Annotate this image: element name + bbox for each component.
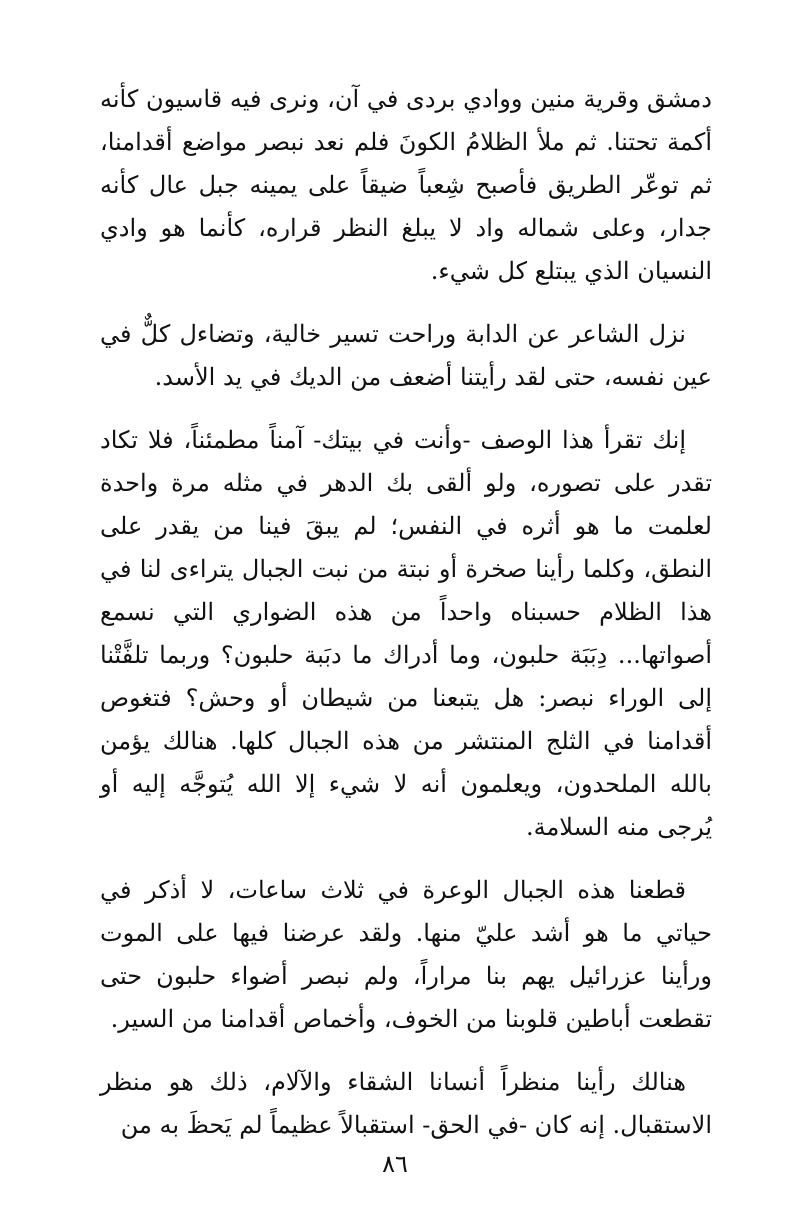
page-body — [100, 78, 712, 1167]
paragraph-4: قطعنا هذه الجبال الوعرة في ثلاث ساعات، لا أذكر في حياتي ما هو أشد عليّ منها. ولقد عرضنا فيها على الموت ورأينا عزرائيل يهم بنا مراراً، ولم نبصر أضواء حلبون حتى تقطعت أباطين قلوبنا من الخوف، وأخماص أقدامنا من السير. — [100, 876, 712, 1033]
page-number: ٨٦ — [382, 1150, 408, 1178]
paragraph-2: نزل الشاعر عن الدابة وراحت تسير خالية، وتضاءل كلٌّ في عين نفسه، حتى لقد رأيتنا أضعف من الديك في يد الأسد. — [100, 320, 712, 391]
paragraph-3: إنك تقرأ هذا الوصف -وأنت في بيتك- آمناً مطمئناً، فلا تكاد تقدر على تصوره، ولو ألقى بك الدهر في مثله مرة واحدة لعلمت ما هو أثره في النفس؛ لم يبقَ فينا من يقدر على النطق، وكلما رأينا صخرة أو نبتة من نبت الجبال يتراءى لنا في هذا الظلام حسبناه واحداً من هذه الضواري التي نسمع أصواتها... دِبَبَة حلبون، وما أدراك ما دبَبة حلبون؟ وربما تلفَّتْنا إلى الوراء نبصر: هل يتبعنا من شيطان أو وحش؟ فتغوص أقدامنا في الثلج المنتشر من هذه الجبال كلها. هنالك يؤمن بالله الملحدون، ويعلمون أنه لا شيء إلا الله يُتوجَّه إليه أو يُرجى منه السلامة. — [100, 426, 713, 841]
paragraph-1: دمشق وقرية منين ووادي بردى في آن، ونرى فيه قاسيون كأنه أكمة تحتنا. ثم ملأ الظلامُ الكونَ فلم نعد نبصر مواضع أقدامنا، ثم توعّر الطريق فأصبح شِعباً ضيقاً على يمينه جبل عال كأنه جدار، وعلى شماله واد لا يبلغ النظر قراره، كأنما هو وادي النسيان الذي يبتلع كل شيء. — [100, 85, 713, 285]
paragraph-5: هنالك رأينا منظراً أنسانا الشقاء والآلام، ذلك هو منظر الاستقبال. إنه كان -في الحق- استقبالاً عظيماً لم يَحظَ به من — [100, 1068, 712, 1139]
